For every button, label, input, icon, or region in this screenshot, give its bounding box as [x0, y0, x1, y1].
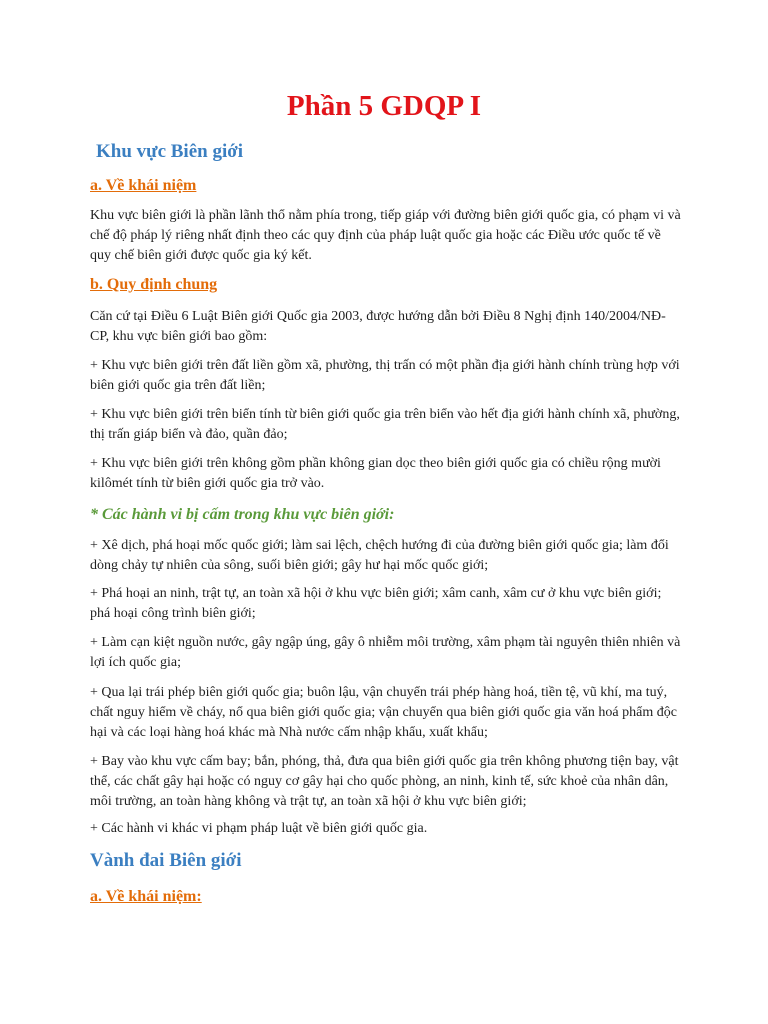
page-title: Phần 5 GDQP I: [286, 90, 482, 122]
section-heading-border-area: Khu vực Biên giới: [96, 141, 244, 162]
subheading-concept: a. Về khái niệm: [90, 177, 197, 194]
section-heading-border-belt: Vành đai Biên giới: [90, 850, 242, 871]
paragraph-legal-basis: Căn cứ tại Điều 6 Luật Biên giới Quốc gia 2003, được hướng dẫn bởi Điều 8 Nghị định 140/2004/NĐ-CP, khu vực biên giới bao gồm:: [90, 309, 666, 344]
subheading-belt-concept: a. Về khái niệm:: [90, 888, 202, 905]
prohibited-item: + Phá hoại an ninh, trật tự, an toàn xã hội ở khu vực biên giới; xâm canh, xâm cư ở khu vực biên giới; phá hoại công trình biên giới;: [90, 586, 662, 621]
subheading-general-rules: b. Quy định chung: [90, 276, 218, 293]
prohibited-item: + Bay vào khu vực cấm bay; bắn, phóng, thả, đưa qua biên giới quốc gia trên không phương tiện bay, vật thể, các chất gây hại hoặc có nguy cơ gây hại cho quốc phòng, an ninh, kinh tế, sức khoẻ của nhân dân, môi trường, an toàn hàng không và trật tự, an toàn xã hội ở khu vực biên giới;: [90, 754, 679, 809]
prohibited-item: + Làm cạn kiệt nguồn nước, gây ngập úng, gây ô nhiễm môi trường, xâm phạm tài nguyên thiên nhiên và lợi ích quốc gia;: [90, 635, 681, 670]
paragraph-sea-border: + Khu vực biên giới trên biển tính từ biên giới quốc gia trên biển vào hết địa giới hành chính xã, phường, thị trấn giáp biển và đảo, quần đảo;: [90, 407, 680, 442]
prohibited-item: + Qua lại trái phép biên giới quốc gia; buôn lậu, vận chuyển trái phép hàng hoá, tiền tệ, vũ khí, ma tuý, chất nguy hiểm về cháy, nổ qua biên giới quốc gia; vận chuyển qua biên giới quốc gia văn hoá phẩm độc hại và các loại hàng hoá khác mà Nhà nước cấm nhập khẩu, xuất khẩu;: [90, 685, 677, 740]
prohibited-item: + Các hành vi khác vi phạm pháp luật về biên giới quốc gia.: [90, 821, 428, 836]
subheading-prohibited-acts: * Các hành vi bị cấm trong khu vực biên giới:: [90, 506, 395, 523]
prohibited-item: + Xê dịch, phá hoại mốc quốc giới; làm sai lệch, chệch hướng đi của đường biên giới quốc gia; làm đổi dòng chảy tự nhiên của sông, suối biên giới; gây hư hại mốc quốc giới;: [90, 538, 669, 573]
paragraph-air-border: + Khu vực biên giới trên không gồm phần không gian dọc theo biên giới quốc gia có chiều rộng mười kilômét tính từ biên giới quốc gia trở vào.: [90, 456, 661, 491]
paragraph-land-border: + Khu vực biên giới trên đất liền gồm xã, phường, thị trấn có một phần địa giới hành chính trùng hợp với biên giới quốc gia trên đất liền;: [90, 358, 680, 393]
paragraph-concept: Khu vực biên giới là phần lãnh thổ nằm phía trong, tiếp giáp với đường biên giới quốc gia, có phạm vi và chế độ pháp lý riêng nhất định theo các quy định của pháp luật quốc gia hoặc các Điều ước quốc tế về quy chế biên giới được quốc gia ký kết.: [90, 208, 681, 263]
